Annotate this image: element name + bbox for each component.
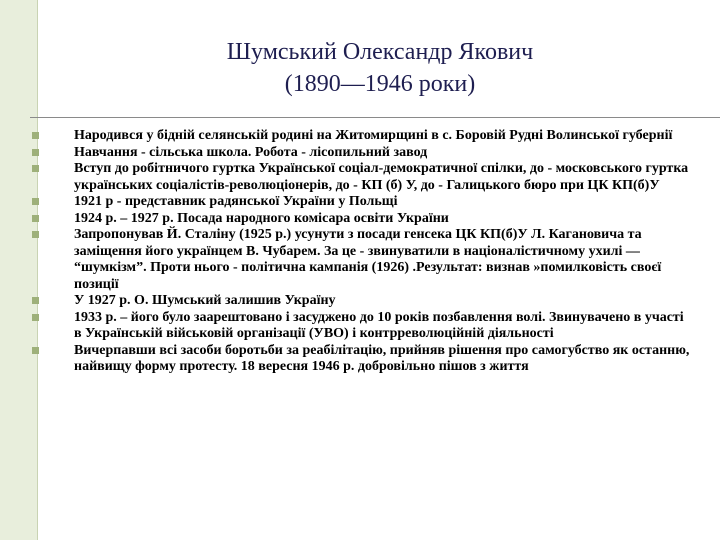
list-item-text: Запропонував Й. Сталіну (1925 р.) усунути з посади генсека ЦК КП(б)У Л. Кагановича та заміщення його українцем В. Чубарем. За це - звинуватили в націоналістичному ухилі — “шумкізм”. Проти нього - політична кампанія (1926) .Результат: визнав »помилковість своєї позиції xyxy=(74,227,662,292)
list-item xyxy=(22,161,690,194)
list-item xyxy=(22,293,690,310)
square-bullet-icon xyxy=(32,314,39,321)
list-item xyxy=(22,128,690,145)
title-line-name: Шумський Олександр Якович xyxy=(226,39,534,65)
slide-title xyxy=(130,36,630,100)
bullet-list xyxy=(22,128,690,376)
square-bullet-icon xyxy=(32,231,39,238)
square-bullet-icon xyxy=(32,198,39,205)
list-item-text: 1933 р. – його було заарештовано і засуджено до 10 років позбавлення волі. Звинувачено в участі в Українській військовій організації (УВО) і контрреволюційній діяльності xyxy=(74,309,684,341)
list-item-text: Вступ до робітничого гуртка Української соціал-демократичної спілки, до - московського гуртка українських соціалістів-революціонерів, до - КП (б) У, до - Галицького бюро при ЦК КП(б)У xyxy=(74,161,689,193)
list-item-text: Вичерпавши всі засоби боротьби за реабілітацію, прийняв рішення про самогубство як останню, найвищу форму протесту. 18 вересня 1946 р. добровільно пішов з життя xyxy=(74,342,690,374)
list-item-text: Народився у бідній селянській родині на Житомирщині в с. Боровій Рудні Волинської губернії xyxy=(74,128,673,143)
title-line-years: (1890—1946 роки) xyxy=(284,71,476,97)
list-item xyxy=(22,227,690,293)
title-divider xyxy=(30,117,720,118)
list-item xyxy=(22,211,690,228)
square-bullet-icon xyxy=(32,297,39,304)
list-item xyxy=(22,343,690,376)
list-item-text: Навчання - сільська школа. Робота - лісопильний завод xyxy=(74,144,428,160)
square-bullet-icon xyxy=(32,347,39,354)
list-item xyxy=(22,310,690,343)
list-item xyxy=(22,145,690,162)
list-item-text: 1921 р - представник радянської України у Польщі xyxy=(74,194,398,209)
list-item-text: У 1927 р. О. Шумський залишив Україну xyxy=(74,293,336,308)
square-bullet-icon xyxy=(32,132,39,139)
list-item xyxy=(22,194,690,211)
list-item-text: 1924 р. – 1927 р. Посада народного комісара освіти України xyxy=(74,210,449,226)
square-bullet-icon xyxy=(32,149,39,156)
square-bullet-icon xyxy=(32,165,39,172)
square-bullet-icon xyxy=(32,215,39,222)
